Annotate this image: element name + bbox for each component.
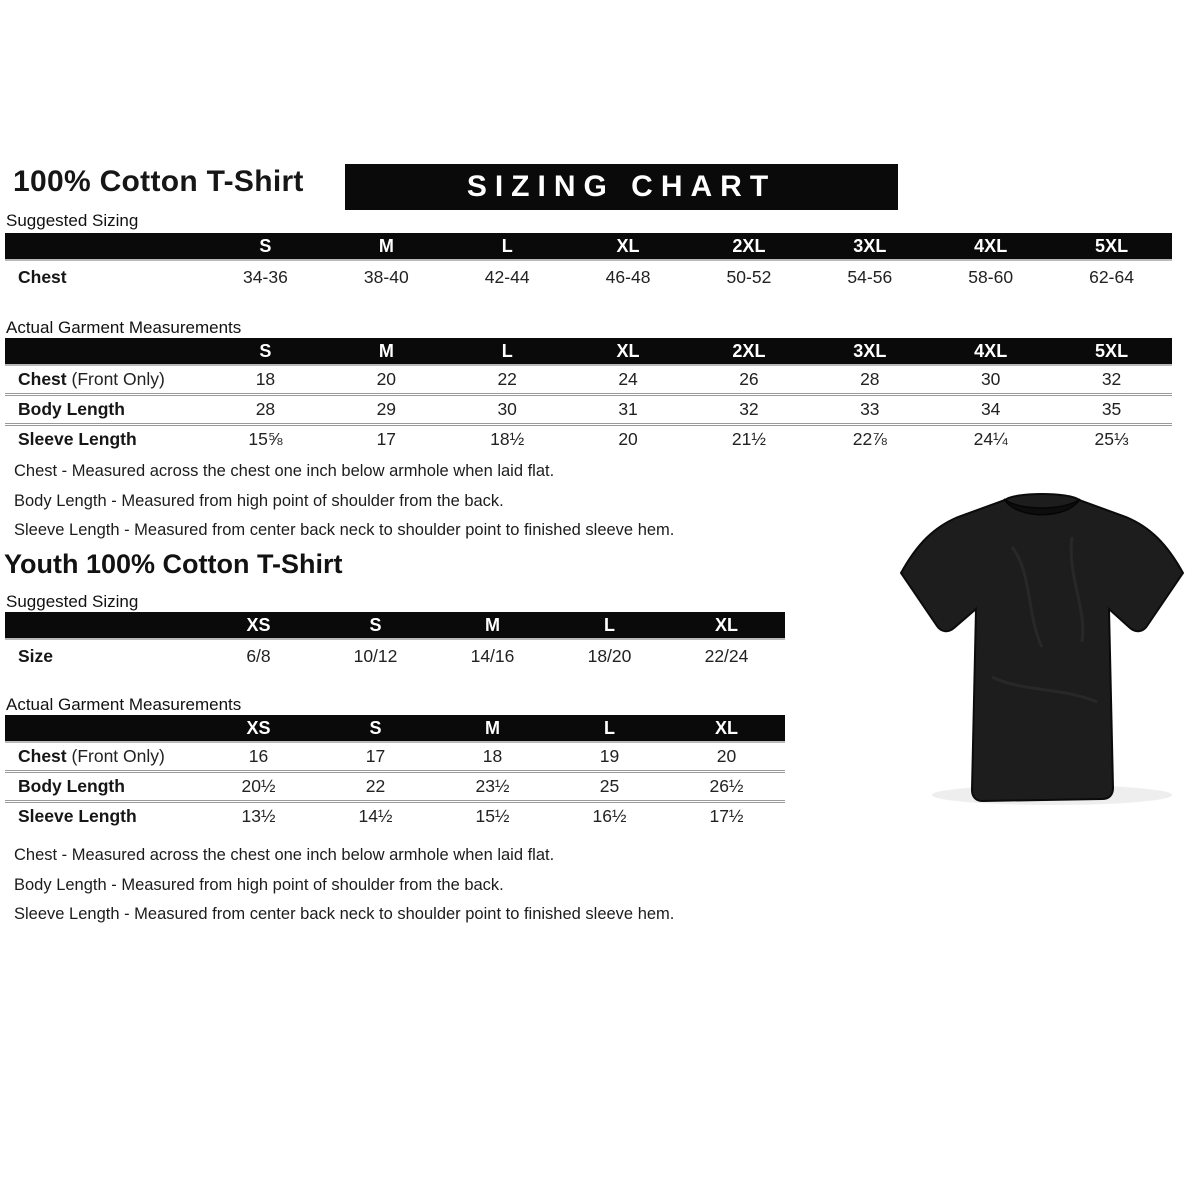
note-chest: Chest - Measured across the chest one inch below armhole when laid flat. <box>14 462 555 480</box>
row-label: Chest (Front Only) <box>18 369 165 389</box>
measurement-value: 35 <box>1051 395 1172 425</box>
measurement-value: 32 <box>1101 369 1122 389</box>
size-column-header: 3XL <box>809 338 930 365</box>
measurement-value: 26 <box>739 369 759 389</box>
measurement-value: 29 <box>326 395 447 425</box>
size-column-header: M <box>326 233 447 260</box>
measurement-value: 20 <box>716 746 737 766</box>
measurement-value: 20½ <box>200 772 317 802</box>
row-label: Chest <box>18 267 67 287</box>
size-column-header: S <box>317 715 434 742</box>
measurement-value: 18 <box>255 369 276 389</box>
measurement-value: 17 <box>326 425 447 454</box>
measurement-value: 42-44 <box>484 267 530 287</box>
measurement-value: 30 <box>980 369 1001 389</box>
row-label: Chest (Front Only) <box>18 746 165 766</box>
table-row <box>5 742 785 772</box>
youth-actual-measurements-label: Actual Garment Measurements <box>6 695 242 714</box>
size-column-header: M <box>434 715 551 742</box>
size-column-header: 2XL <box>689 338 810 365</box>
measurement-value: 21½ <box>689 425 810 454</box>
size-column-header: S <box>205 233 326 260</box>
sizing-chart-banner-text: SIZING CHART <box>466 170 777 203</box>
size-column-header: XL <box>568 233 689 260</box>
measurement-value: 24¼ <box>930 425 1051 454</box>
measurement-value: 30 <box>447 395 568 425</box>
measurement-value: 16½ <box>551 802 668 831</box>
youth-suggested-sizing-label: Suggested Sizing <box>6 592 139 611</box>
size-column-header: M <box>434 612 551 639</box>
table-row <box>5 260 1172 294</box>
measurement-value: 18½ <box>447 425 568 454</box>
row-label-column-header <box>5 715 200 742</box>
measurement-value: 38-40 <box>363 267 409 287</box>
size-column-header: S <box>317 612 434 639</box>
table-row <box>5 365 1172 395</box>
measurement-value: 33 <box>809 395 930 425</box>
page-title: 100% Cotton T-Shirt <box>13 165 304 198</box>
measurement-value: 25⅓ <box>1051 425 1172 454</box>
measurement-value: 14½ <box>317 802 434 831</box>
size-column-header: L <box>447 233 568 260</box>
measurement-value: 17½ <box>668 802 785 831</box>
measurement-value: 31 <box>568 395 689 425</box>
measurement-value: 28 <box>205 395 326 425</box>
measurement-value: 22 <box>497 369 517 389</box>
measurement-value: 25 <box>551 772 668 802</box>
size-column-header: S <box>205 338 326 365</box>
size-column-header: 3XL <box>809 233 930 260</box>
note-sleeve-length: Sleeve Length - Measured from center back neck to shoulder point to finished sleeve hem. <box>14 521 675 539</box>
table-row <box>5 802 785 831</box>
row-label: Body Length <box>5 395 205 425</box>
row-label: Sleeve Length <box>5 802 200 831</box>
size-column-header: L <box>551 612 668 639</box>
adult-actual-measurements-label: Actual Garment Measurements <box>6 318 242 337</box>
measurement-value: 19 <box>599 746 620 766</box>
measurement-value: 32 <box>689 395 810 425</box>
measurement-value: 22 <box>317 772 434 802</box>
measurement-value: 24 <box>618 369 638 389</box>
youth-section-title: Youth 100% Cotton T-Shirt <box>4 549 343 579</box>
sizing-chart-banner <box>345 164 898 210</box>
measurement-value: 46-48 <box>605 267 651 287</box>
black-tshirt-image <box>892 477 1192 807</box>
row-label-column-header <box>5 612 200 639</box>
measurement-value: 22⅞ <box>809 425 930 454</box>
adult-suggested-sizing-table <box>5 233 1172 294</box>
youth-actual-measurements-table <box>5 715 785 830</box>
note-body-length: Body Length - Measured from high point of shoulder from the back. <box>14 875 504 894</box>
measurement-value: 18 <box>482 746 503 766</box>
youth-measurement-notes <box>14 846 674 935</box>
measurement-value: 34 <box>930 395 1051 425</box>
size-column-header: 4XL <box>930 233 1051 260</box>
measurement-value: 18/20 <box>587 646 632 666</box>
table-row <box>5 772 785 802</box>
size-column-header: XL <box>668 715 785 742</box>
measurement-value: 34-36 <box>243 267 288 287</box>
measurement-value: 62-64 <box>1089 267 1134 287</box>
measurement-value: 26½ <box>668 772 785 802</box>
size-column-header: XL <box>568 338 689 365</box>
measurement-value: 16 <box>248 746 269 766</box>
size-column-header: L <box>447 338 568 365</box>
note-sleeve-length: Sleeve Length - Measured from center back neck to shoulder point to finished sleeve hem. <box>14 905 675 923</box>
table-row <box>5 425 1172 454</box>
measurement-value: 17 <box>365 746 386 766</box>
row-label-column-header <box>5 233 205 260</box>
size-column-header: 2XL <box>689 233 810 260</box>
tshirt-body <box>901 494 1183 801</box>
table-row <box>5 395 1172 425</box>
youth-suggested-sizing-table <box>5 612 785 673</box>
row-label-column-header <box>5 338 205 365</box>
note-body-length: Body Length - Measured from high point of shoulder from the back. <box>14 491 504 510</box>
row-label: Size <box>18 646 54 666</box>
row-label: Sleeve Length <box>5 425 205 454</box>
measurement-value: 13½ <box>200 802 317 831</box>
size-column-header: XS <box>200 715 317 742</box>
size-column-header: M <box>326 338 447 365</box>
adult-actual-measurements-table <box>5 338 1172 453</box>
measurement-value: 50-52 <box>726 267 772 287</box>
measurement-value: 6/8 <box>246 646 271 666</box>
measurement-value: 22/24 <box>704 646 749 666</box>
table-row <box>5 639 785 673</box>
size-column-header: XL <box>668 612 785 639</box>
measurement-value: 15½ <box>434 802 551 831</box>
measurement-value: 54-56 <box>847 267 893 287</box>
size-column-header: L <box>551 715 668 742</box>
measurement-value: 23½ <box>434 772 551 802</box>
size-column-header: 4XL <box>930 338 1051 365</box>
size-column-header: XS <box>200 612 317 639</box>
note-chest: Chest - Measured across the chest one inch below armhole when laid flat. <box>14 846 555 864</box>
measurement-value: 20 <box>376 369 397 389</box>
measurement-value: 10/12 <box>353 646 398 666</box>
adult-measurement-notes <box>14 462 674 551</box>
row-label: Body Length <box>5 772 200 802</box>
adult-suggested-sizing-label: Suggested Sizing <box>6 211 139 230</box>
measurement-value: 15⅝ <box>205 425 326 454</box>
measurement-value: 28 <box>860 369 880 389</box>
size-column-header: 5XL <box>1051 233 1172 260</box>
measurement-value: 14/16 <box>470 646 515 666</box>
measurement-value: 20 <box>568 425 689 454</box>
measurement-value: 58-60 <box>968 267 1014 287</box>
size-column-header: 5XL <box>1051 338 1172 365</box>
